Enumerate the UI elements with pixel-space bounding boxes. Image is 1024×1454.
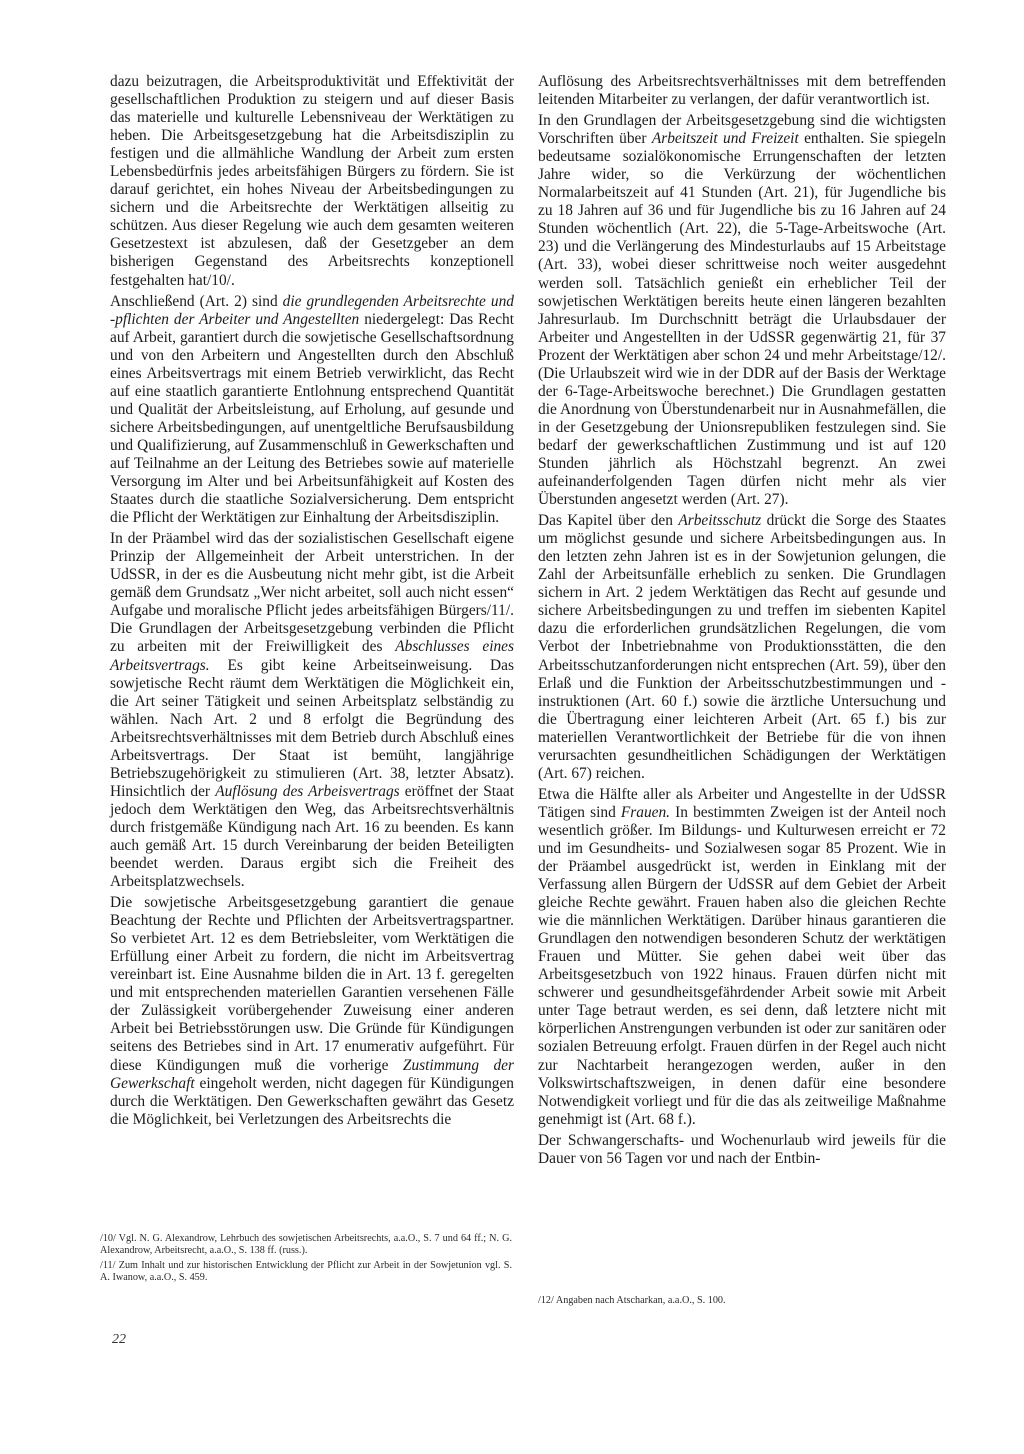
text-run: enthalten. Sie spiegeln bedeutsame sozialökonomische Errungenschaften der letzten Jahre wider, so die Verkürzung der wöchentlichen Normalarbeitszeit auf 41 Stunden (Art. 21), für Jugendliche bis zu 18 Jahren auf 36 und für Jugendliche bis zu 16 Jahren auf 24 Stunden wöchentlich (Art. 22), die 5-Tage-Arbeitswoche (Art. 23) und die Verlängerung des Mindesturlaubs auf 15 Arbeitstage (Art. 33), wobei dieser schrittweise noch weiter ausgedehnt werden soll. Tatsächlich genießt ein erheblicher Teil der sowjetischen Werktätigen bereits heute einen längeren bezahlten Jahresurlaub. Im Durchschnitt beträgt die Urlaubsdauer der Arbeiter und Angestellten in der UdSSR gegenwärtig 21, für 37 Prozent der Werktätigen aber schon 24 und mehr Arbeitstage/12/. (Die Urlaubszeit wird wie in der DDR auf der Basis der Werktage der 6-Tage-Arbeitswoche berechnet.) Die Grundlagen gestatten die Anordnung von Überstundenarbeit nur in Ausnahmefällen, die in der Gesetzgebung der Unionsrepubliken festzulegen sind. Sie bedarf der gewerkschaftlichen Zustimmung und ist auf 120 Stunden jährlich als Höchstzahl begrenzt. An zwei aufeinanderfolgenden Tagen dürfen nicht mehr als vier Überstunden angesetzt werden (Art. 27). [538,130,946,509]
text-run: niedergelegt: Das Recht auf Arbeit, garantiert durch die sowjetische Gesellschaftsordnung und von den Arbeitern und Angestellten durch den Abschluß eines Arbeitsvertrags mit einem Betrieb verwirklicht, das Recht auf eine staatlich garantierte Entlohnung entsprechend Quantität und Qualität der Arbeitsleistung, auf Erholung, auf gesunde und sichere Arbeitsbedingungen, auf unentgeltliche Berufsausbildung und Qualifizierung, auf Zusammenschluß in Gewerkschaften und auf Teilnahme an der Leitung des Betriebes sowie auf materielle Versorgung im Alter und bei Arbeitsunfähigkeit auf Kosten des Staates durch die staatliche Sozialversicherung. Dem entspricht die Pflicht der Werktätigen zur Einhaltung der Arbeitsdisziplin. [110,310,515,527]
text-run: In der Präambel wird das der sozialistischen Gesellschaft eigene Prinzip der Allgemeinheit der Arbeit unterstrichen. In der UdSSR, in der es die Ausbeutung nicht mehr gibt, ist die Arbeit gemäß dem Grundsatz „Wer nicht arbeitet, soll auch nicht essen“ Aufgabe und moralische Pflicht jedes arbeitsfähigen Bürgers/11/. Die Grundlagen der Arbeitsgesetzgebung verbinden die Pflicht zu arbeiten mit der Freiwilligkeit des [110,530,514,656]
paragraph: Der Schwangerschafts- und Wochenurlaub wird jeweils für die Dauer von 56 Tagen vor und nach der Entbin- [538,1131,946,1167]
text-run: In den Grundlagen der Arbeitsgesetzgebung sind die wichtigsten Vorschriften über [538,112,946,148]
paragraph [538,786,946,1129]
footnote-11: /11/ Zum Inhalt und zur historischen Entwicklung der Pflicht zur Arbeit in der Sowjetunion vgl. S. A. Iwanow, a.a.O., S. 459. [100,1259,512,1284]
paragraph: Auflösung des Arbeitsrechtsverhältnisses mit dem betreffenden leitenden Mitarbeiter zu verlangen, der dafür verantwortlich ist. [538,73,946,109]
text-run: Die sowjetische Arbeitsgesetzgebung garantiert die genaue Beachtung der Rechte und Pflichten der Arbeitsvertragspartner. So verbietet Art. 12 es dem Betriebsleiter, vom Werktätigen die Erfüllung einer Arbeit zu fordern, die nicht im Arbeitsvertrag vereinbart ist. Eine Ausnahme bilden die in Art. 13 f. geregelten und mit entsprechenden materiellen Garantien versehenen Fälle der Zulässigkeit vorübergehender Zuweisung einer anderen Arbeit bei Betriebsstörungen usw. Die Gründe für Kündigungen seitens des Betriebes sind in Art. 17 enumerativ aufgeführt. Für diese Kündigungen muß die vorherige [110,894,514,1074]
text-run: Das Kapitel über den [538,512,679,530]
paragraph [538,512,946,783]
footnote-10: /10/ Vgl. N. G. Alexandrow, Lehrbuch des sowjetischen Arbeitsrechts, a.a.O., S. 7 und 64 ff.; N. G. Alexandrow, Arbeitsrecht, a.a.O., S. 138 ff. (russ.). [100,1233,512,1257]
paragraph [110,530,514,891]
emphasis: die grundlegenden Arbeitsrechte und -pflichten der Arbeiter und Angestellten [110,292,514,328]
text-run: Etwa die Hälfte aller als Arbeiter und Angestellte in der UdSSR Tätigen sind [538,785,946,821]
emphasis: Abschlusses eines Arbeitsvertrags. [110,638,514,674]
page-number: 22 [112,1332,126,1347]
paragraph [110,894,514,1129]
emphasis: Arbeitsschutz [678,512,762,530]
text-run: In bestimmten Zweigen ist der Anteil noch wesentlich größer. Im Bildungs- und Kulturwesen erreicht er 72 und im Gesundheits- und Sozialwesen sogar 85 Prozent. Wie in der Präambel ausgedrückt ist, werden in Einklang mit der Verfassung allen Bürgern der UdSSR auf dem Gebiet der Arbeit gleiche Rechte gewährt. Frauen haben also die gleichen Rechte wie die männlichen Werktätigen. Darüber hinaus garantieren die Grundlagen den notwendigen besonderen Schutz der werktätigen Frauen und Mütter. Sie gehen dabei weit über das Arbeitsgesetzbuch von 1922 hinaus. Frauen dürfen nicht mit schwerer und gesundheitsgefährdender Arbeit sowie mit Arbeit unter Tage betraut werden, es sei denn, daß letztere nicht mit körperlichen Anstrengungen verbunden ist oder zur sanitären oder sozialen Betreuung erfolgt. Frauen dürfen in der Regel auch nicht zur Nachtarbeit herangezogen werden, außer in den Volkswirtschaftszweigen, in denen dafür eine besondere Notwendigkeit vorliegt und für die das als zeitweilige Maßnahme genehmigt ist (Art. 68 f.). [538,803,946,1128]
text-run: drückt die Sorge des Staates um möglichst gesunde und sichere Arbeitsbedingungen aus. In den letzten zehn Jahren ist es in der Sowjetunion gelungen, die Zahl der Arbeitsunfälle erheblich zu senken. Die Grundlagen sichern in Art. 2 jedem Werktätigen das Recht auf gesunde und sichere Arbeitsbedingungen zu und treffen im siebenten Kapitel dazu die erforderlichen grundsätzlichen Regelungen, die vom Verbot der Inbetriebnahme von Produktionsstätten, die den Arbeitsschutzanforderungen nicht entsprechen (Art. 59), über den Erlaß und die Funktion der Arbeitsschutzbestimmungen und -instruktionen (Art. 60 f.) sowie die ärztliche Untersuchung und die Übertragung einer leichteren Arbeit (Art. 65 f.) bis zur materiellen Verantwortlichkeit der Betriebe für die von ihnen verursachten gesundheitlichen Schädigungen der Werktätigen (Art. 67) reichen. [538,512,946,782]
emphasis: Auflösung des Arbeisvertrags [215,782,400,800]
text-run: Es gibt keine Arbeitseinweisung. Das sowjetische Recht räumt dem Werktätigen die Möglichkeit ein, die Art seiner Tätigkeit und seinen Arbeitsplatz selbständig zu wählen. Nach Art. 2 und 8 erfolgt die Begründung des Arbeitsrechtsverhältnisses mit dem Betrieb durch Abschluß eines Arbeitsvertrags. Der Staat ist bemüht, langjährige Betriebszugehörigkeit zu stimulieren (Art. 38, letzter Absatz). Hinsichtlich der [110,656,514,800]
footnotes-left [100,1233,512,1287]
text-run: eröffnet der Staat jedoch dem Werktätigen den Weg, das Arbeitsrechtsverhältnis durch fristgemäße Kündigung nach Art. 16 zu beenden. Es kann auch gemäß Art. 15 durch Vereinbarung der beiden Beteiligten beendet werden. Daraus ergibt sich die Freiheit des Arbeitsplatzwechsels. [110,782,514,891]
left-column [110,73,514,1132]
paragraph: dazu beizutragen, die Arbeitsproduktivität und Effektivität der gesellschaftlichen Produktion zu steigern und auf dieser Basis das materielle und kulturelle Lebensniveau der Werktätigen zu heben. Die Arbeitsgesetzgebung hat die Arbeitsdisziplin zu festigen und die allmähliche Wandlung der Arbeit zum ersten Lebensbedürfnis jedes arbeitsfähigen Bürgers zu fördern. Sie ist darauf gerichtet, ein hohes Niveau der Arbeitsbedingungen zu sichern und die Arbeitsrechte der Werktätigen allseitig zu schützen. Aus dieser Regelung wie auch dem gesamten weiteren Gesetzestext ist abzulesen, daß der Gesetzgeber an dem bisherigen Gegenstand des Arbeitsrechts konzeptionell festgehalten hat/10/. [110,73,514,289]
emphasis: Zustimmung der Gewerkschaft [110,1056,515,1092]
footnotes-right [538,1295,946,1309]
emphasis: Frauen. [620,803,671,821]
paragraph [110,293,514,528]
text-run: Anschließend (Art. 2) sind [110,292,283,310]
emphasis: Arbeitszeit und Freizeit [651,130,799,148]
footnote-12: /12/ Angaben nach Atscharkan, a.a.O., S. 100. [538,1295,726,1306]
right-column [538,73,946,1171]
text-run: eingeholt werden, nicht dagegen für Kündigungen durch die Werktätigen. Den Gewerkschaften gewährt das Gesetz die Möglichkeit, bei Verletzungen des Arbeitsrechts die [110,1074,514,1128]
paragraph [538,112,946,509]
